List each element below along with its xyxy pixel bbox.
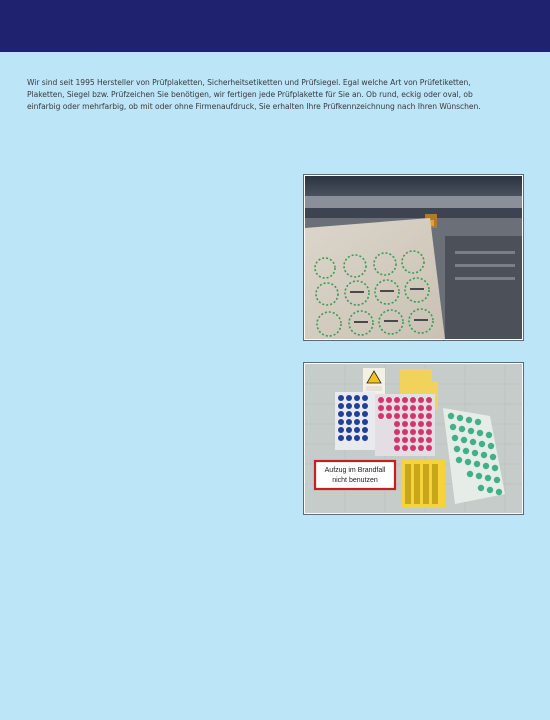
printer-photo [304, 175, 523, 340]
sign-line-2: nicht benutzen [332, 477, 378, 484]
intro-line-1: Wir sind seit 1995 Hersteller von Prüfplaketten, Sicherheitsetiketten und Prüfsiegel. Egal welche Art von Prüfetiketten, [27, 78, 471, 87]
intro-line-3: einfarbig oder mehrfarbig, ob mit oder ohne Firmenaufdruck, Sie erhalten Ihre Prüfkennzeichnung nach Ihren Wünschen. [27, 102, 481, 111]
intro-line-2: Plaketten, Siegel bzw. Prüfzeichen Sie benötigen, wir fertigen jede Prüfplakette für Sie an. Ob rund, eckig oder oval, ob [27, 90, 473, 99]
products-photo [304, 363, 523, 514]
sign-line-1: Aufzug im Brandfall [324, 467, 386, 474]
header-band [0, 0, 550, 52]
intro-text [27, 77, 527, 113]
